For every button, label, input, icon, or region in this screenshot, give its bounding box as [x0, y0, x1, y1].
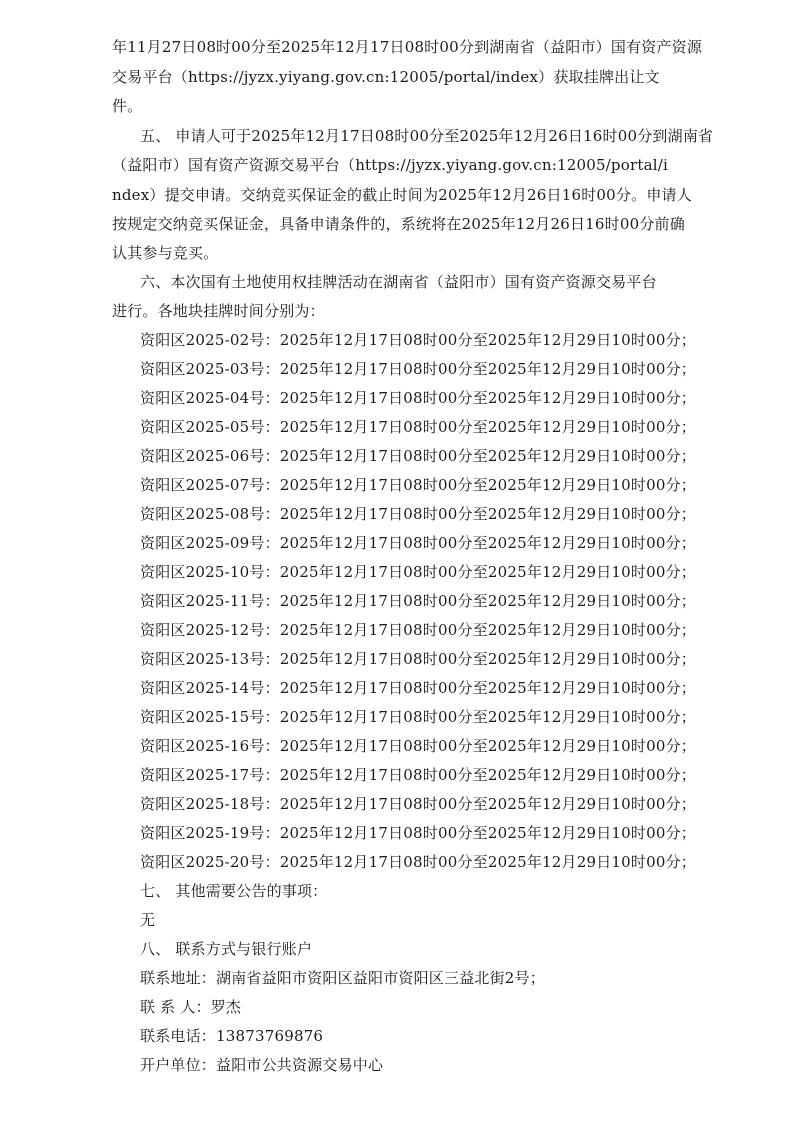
plot-schedule-item: 资阳区2025-06号：2025年12月17日08时00分至2025年12月29日10时00分；: [140, 447, 696, 465]
plot-schedule-item: 资阳区2025-12号：2025年12月17日08时00分至2025年12月29日10时00分；: [140, 621, 696, 639]
text-line: （益阳市）国有资产资源交易平台（https://jyzx.yiyang.gov.cn:12005/portal/i: [112, 156, 668, 174]
section-six-heading: 六、本次国有土地使用权挂牌活动在湖南省（益阳市）国有资产资源交易平台: [140, 273, 657, 291]
contact-phone: 联系电话：13873769876: [140, 1027, 324, 1045]
plot-schedule-item: 资阳区2025-15号：2025年12月17日08时00分至2025年12月29日10时00分；: [140, 708, 696, 726]
section-seven-content: 无: [140, 911, 156, 929]
plot-schedule-item: 资阳区2025-07号：2025年12月17日08时00分至2025年12月29日10时00分；: [140, 476, 696, 494]
section-seven-heading: 七、 其他需要公告的事项：: [140, 882, 328, 900]
plot-schedule-item: 资阳区2025-04号：2025年12月17日08时00分至2025年12月29日10时00分；: [140, 389, 696, 407]
plot-schedule-item: 资阳区2025-20号：2025年12月17日08时00分至2025年12月29日10时00分；: [140, 853, 696, 871]
text-line: 认其参与竞买。: [112, 244, 219, 262]
plot-schedule-item: 资阳区2025-19号：2025年12月17日08时00分至2025年12月29日10时00分；: [140, 824, 696, 842]
plot-schedule-item: 资阳区2025-17号：2025年12月17日08时00分至2025年12月29日10时00分；: [140, 766, 696, 784]
plot-schedule-item: 资阳区2025-08号：2025年12月17日08时00分至2025年12月29日10时00分；: [140, 505, 696, 523]
plot-schedule-item: 资阳区2025-18号：2025年12月17日08时00分至2025年12月29日10时00分；: [140, 795, 696, 813]
text-line: 按规定交纳竞买保证金，具备申请条件的，系统将在2025年12月26日16时00分前确: [112, 215, 685, 233]
text-line: 交易平台（https://jyzx.yiyang.gov.cn:12005/portal/index）获取挂牌出让文: [112, 68, 660, 86]
plot-schedule-item: 资阳区2025-02号：2025年12月17日08时00分至2025年12月29日10时00分；: [140, 331, 696, 349]
text-line: 件。: [112, 97, 143, 115]
plot-schedule-item: 资阳区2025-14号：2025年12月17日08时00分至2025年12月29日10时00分；: [140, 679, 696, 697]
plot-schedule-item: 资阳区2025-09号：2025年12月17日08时00分至2025年12月29日10时00分；: [140, 534, 696, 552]
contact-person: 联 系 人：罗杰: [140, 998, 242, 1016]
text-line: ndex）提交申请。交纳竞买保证金的截止时间为2025年12月26日16时00分。申请人: [112, 186, 692, 204]
plot-schedule-item: 资阳区2025-05号：2025年12月17日08时00分至2025年12月29日10时00分；: [140, 418, 696, 436]
plot-schedule-item: 资阳区2025-11号：2025年12月17日08时00分至2025年12月29日10时00分；: [140, 592, 696, 610]
plot-schedule-item: 资阳区2025-13号：2025年12月17日08时00分至2025年12月29日10时00分；: [140, 650, 696, 668]
section-five-heading: 五、 申请人可于2025年12月17日08时00分至2025年12月26日16时00分到湖南省: [140, 127, 714, 145]
text-line: 进行。各地块挂牌时间分别为：: [112, 302, 325, 320]
section-eight-heading: 八、 联系方式与银行账户: [140, 940, 313, 958]
plot-schedule-item: 资阳区2025-03号：2025年12月17日08时00分至2025年12月29日10时00分；: [140, 360, 696, 378]
text-line: 年11月27日08时00分至2025年12月17日08时00分到湖南省（益阳市）国有资产资源: [112, 38, 703, 56]
plot-schedule-item: 资阳区2025-16号：2025年12月17日08时00分至2025年12月29日10时00分；: [140, 737, 696, 755]
contact-address: 联系地址：湖南省益阳市资阳区益阳市资阳区三益北街2号；: [140, 969, 545, 987]
account-unit: 开户单位：益阳市公共资源交易中心: [140, 1056, 384, 1074]
plot-schedule-item: 资阳区2025-10号：2025年12月17日08时00分至2025年12月29日10时00分；: [140, 563, 696, 581]
